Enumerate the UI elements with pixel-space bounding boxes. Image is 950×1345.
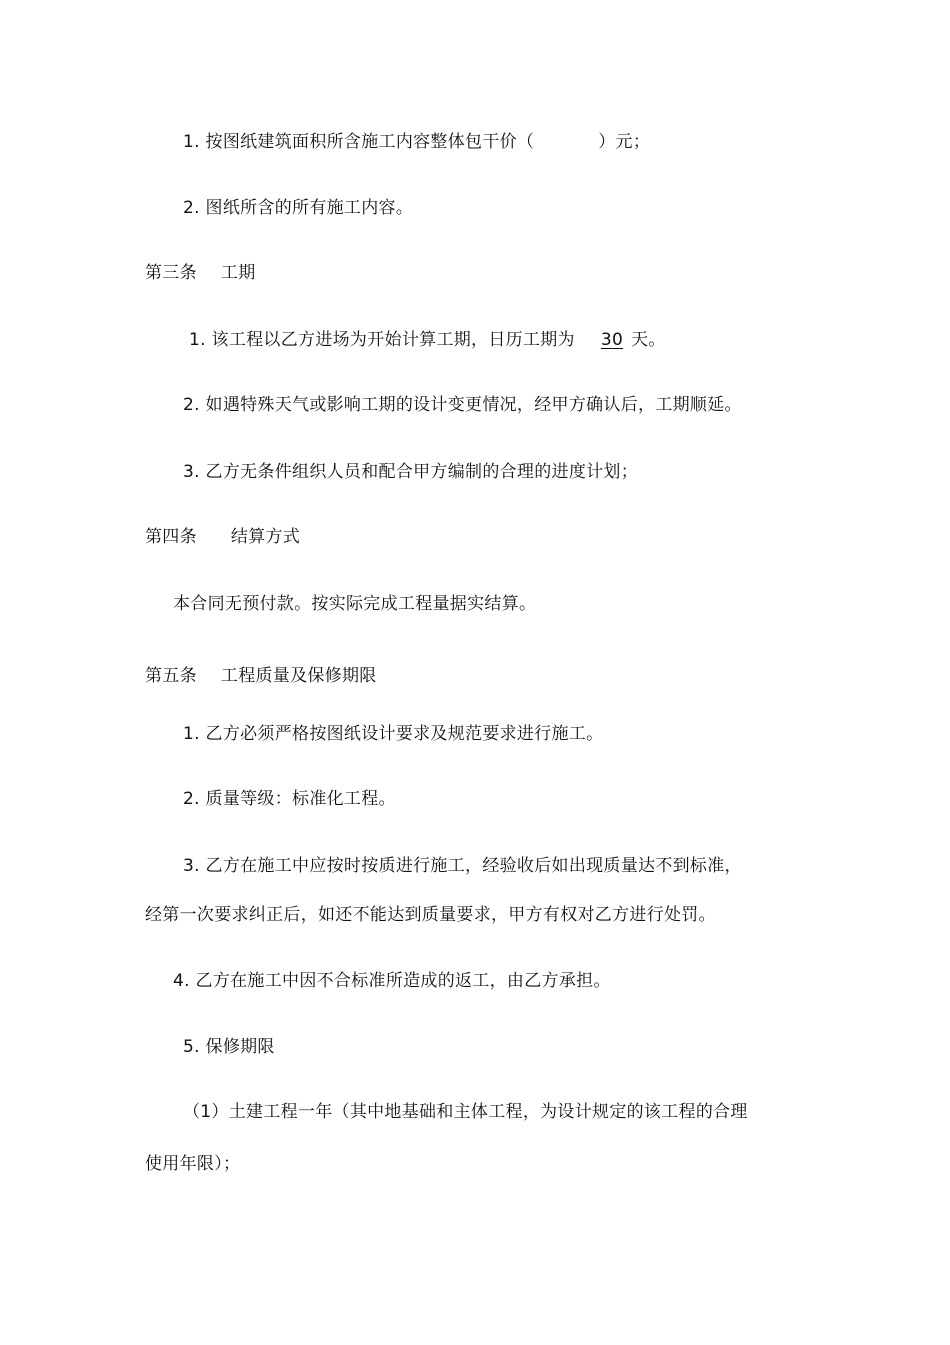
article-5-title: 工程质量及保修期限 — [220, 666, 377, 686]
warranty-item-1-line-1: （1）土建工程一年（其中地基础和主体工程，为设计规定的该工程的合理 — [183, 1102, 748, 1122]
warranty-heading: 5. 保修期限 — [183, 1037, 275, 1057]
settlement-clause: 本合同无预付款。按实际完成工程量据实结算。 — [173, 594, 537, 614]
progress-plan-clause: 3. 乙方无条件组织人员和配合甲方编制的合理的进度计划； — [183, 462, 639, 482]
quality-clause-3-line-2: 经第一次要求纠正后，如还不能达到质量要求，甲方有权对乙方进行处罚。 — [145, 905, 716, 925]
article-3-title: 工期 — [220, 263, 256, 283]
price-clause — [183, 131, 650, 153]
schedule-clause — [189, 329, 666, 351]
price-clause-prefix: 1. 按图纸建筑面积所含施工内容整体包干价（ — [183, 132, 535, 152]
article-3-label: 第三条 — [145, 263, 197, 283]
article-3-heading — [145, 262, 256, 284]
quality-clause-4: 4. 乙方在施工中因不合标准所造成的返工，由乙方承担。 — [173, 971, 611, 991]
quality-clause-1: 1. 乙方必须严格按图纸设计要求及规范要求进行施工。 — [183, 724, 604, 744]
warranty-item-1-line-2: 使用年限）； — [145, 1154, 241, 1174]
schedule-days-value: 30 — [600, 330, 624, 350]
article-4-title: 结算方式 — [230, 527, 301, 547]
price-clause-suffix: ）元； — [598, 132, 651, 152]
delay-clause: 2. 如遇特殊天气或影响工期的设计变更情况，经甲方确认后，工期顺延。 — [183, 395, 742, 415]
schedule-clause-prefix: 1. 该工程以乙方进场为开始计算工期，日历工期为 — [189, 330, 575, 350]
quality-clause-2: 2. 质量等级：标准化工程。 — [183, 789, 396, 809]
article-4-label: 第四条 — [145, 527, 197, 547]
quality-clause-3-line-1: 3. 乙方在施工中应按时按质进行施工，经验收后如出现质量达不到标准， — [183, 856, 742, 876]
schedule-clause-suffix: 天。 — [631, 330, 666, 350]
article-4-heading — [145, 526, 300, 548]
scope-clause: 2. 图纸所含的所有施工内容。 — [183, 198, 414, 218]
article-5-heading — [145, 665, 377, 687]
article-5-label: 第五条 — [145, 666, 197, 686]
